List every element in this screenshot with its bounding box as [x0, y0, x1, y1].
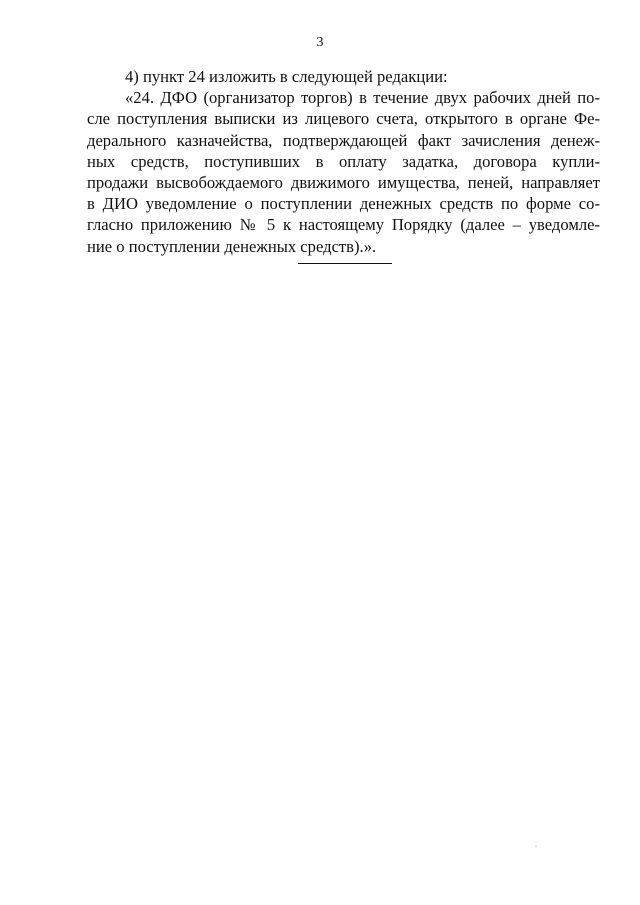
- paragraph-line-4: ных средств, поступивших в оплату задатка, договора купли-: [87, 151, 600, 171]
- scan-speck: [535, 846, 537, 847]
- intro-line: 4) пункт 24 изложить в следующей редакции:: [125, 67, 448, 86]
- paragraph-line-2: сле поступления выписки из лицевого счета, открытого в органе Фе-: [87, 109, 600, 129]
- paragraph-line-8: ние о поступлении денежных средств).».: [87, 236, 377, 256]
- paragraph-line-7: гласно приложению № 5 к настоящему Порядку (далее – уведомле-: [87, 215, 600, 235]
- page-number: 3: [316, 35, 324, 50]
- document-body: [87, 66, 600, 257]
- paragraph-line-6: в ДИО уведомление о поступлении денежных средств по форме со-: [87, 194, 600, 214]
- paragraph-line-5: продажи высвобождаемого движимого имущества, пеней, направляет: [87, 173, 600, 193]
- paragraph-line-3: дерального казначейства, подтверждающей факт зачисления денеж-: [87, 130, 600, 150]
- paragraph-line-1: «24. ДФО (организатор торгов) в течение двух рабочих дней по-: [125, 88, 600, 108]
- end-separator-line: [298, 263, 392, 264]
